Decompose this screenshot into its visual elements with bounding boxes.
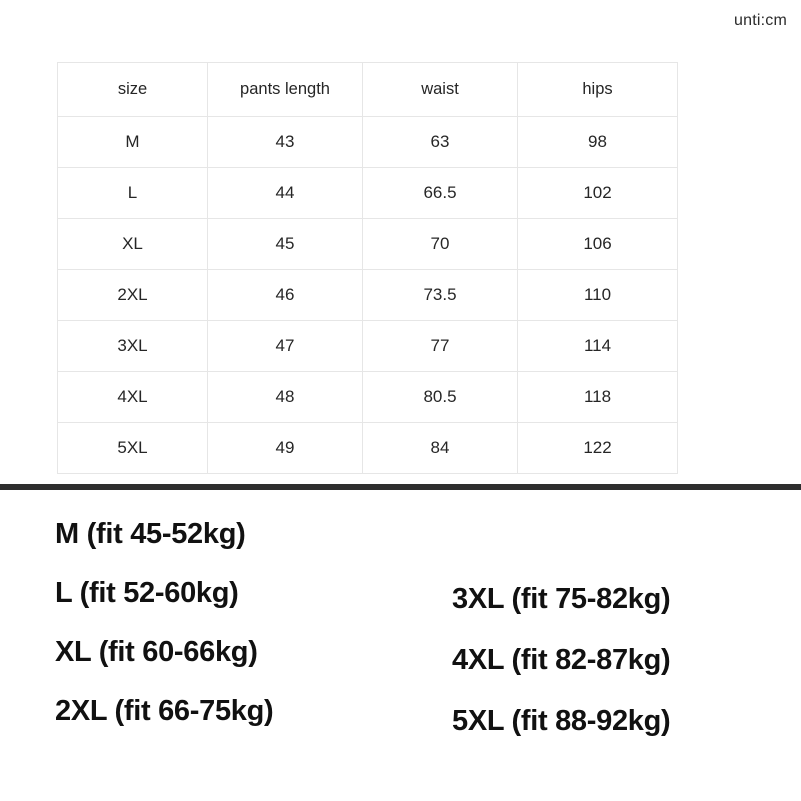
size-table-container [57, 62, 677, 474]
cell-size: 3XL [58, 321, 208, 372]
cell-waist: 73.5 [363, 270, 518, 321]
fit-line-5xl: 5XL (fit 88-92kg) [452, 705, 671, 737]
cell-pants-length: 47 [208, 321, 363, 372]
cell-waist: 70 [363, 219, 518, 270]
cell-size: 4XL [58, 372, 208, 423]
column-header-pants-length: pants length [208, 63, 363, 117]
size-table [57, 62, 678, 474]
fit-line-xl: XL (fit 60-66kg) [55, 636, 258, 668]
table-row [58, 372, 678, 423]
table-row [58, 219, 678, 270]
cell-waist: 84 [363, 423, 518, 474]
cell-hips: 102 [518, 168, 678, 219]
size-table-head [58, 63, 678, 117]
column-header-hips: hips [518, 63, 678, 117]
cell-hips: 114 [518, 321, 678, 372]
table-row [58, 423, 678, 474]
fit-line-4xl: 4XL (fit 82-87kg) [452, 644, 671, 676]
cell-pants-length: 44 [208, 168, 363, 219]
unit-label: unti:cm [734, 12, 787, 29]
table-row [58, 270, 678, 321]
table-header-row [58, 63, 678, 117]
fit-guide-right-column [452, 585, 670, 768]
table-row [58, 321, 678, 372]
cell-size: M [58, 117, 208, 168]
fit-line-3xl: 3XL (fit 75-82kg) [452, 583, 671, 615]
cell-waist: 80.5 [363, 372, 518, 423]
cell-hips: 98 [518, 117, 678, 168]
fit-line-m: M (fit 45-52kg) [55, 518, 246, 550]
size-table-body [58, 117, 678, 474]
cell-pants-length: 48 [208, 372, 363, 423]
cell-waist: 77 [363, 321, 518, 372]
cell-pants-length: 45 [208, 219, 363, 270]
fit-guide [0, 500, 801, 790]
cell-size: XL [58, 219, 208, 270]
table-row [58, 117, 678, 168]
section-divider [0, 484, 801, 490]
cell-hips: 118 [518, 372, 678, 423]
cell-waist: 63 [363, 117, 518, 168]
cell-hips: 106 [518, 219, 678, 270]
cell-size: 5XL [58, 423, 208, 474]
cell-size: L [58, 168, 208, 219]
fit-line-l: L (fit 52-60kg) [55, 577, 239, 609]
cell-pants-length: 43 [208, 117, 363, 168]
cell-pants-length: 46 [208, 270, 363, 321]
column-header-size: size [58, 63, 208, 117]
cell-hips: 122 [518, 423, 678, 474]
table-row [58, 168, 678, 219]
column-header-waist: waist [363, 63, 518, 117]
cell-hips: 110 [518, 270, 678, 321]
fit-line-2xl: 2XL (fit 66-75kg) [55, 695, 274, 727]
fit-guide-left-column [55, 520, 273, 756]
cell-size: 2XL [58, 270, 208, 321]
cell-waist: 66.5 [363, 168, 518, 219]
cell-pants-length: 49 [208, 423, 363, 474]
